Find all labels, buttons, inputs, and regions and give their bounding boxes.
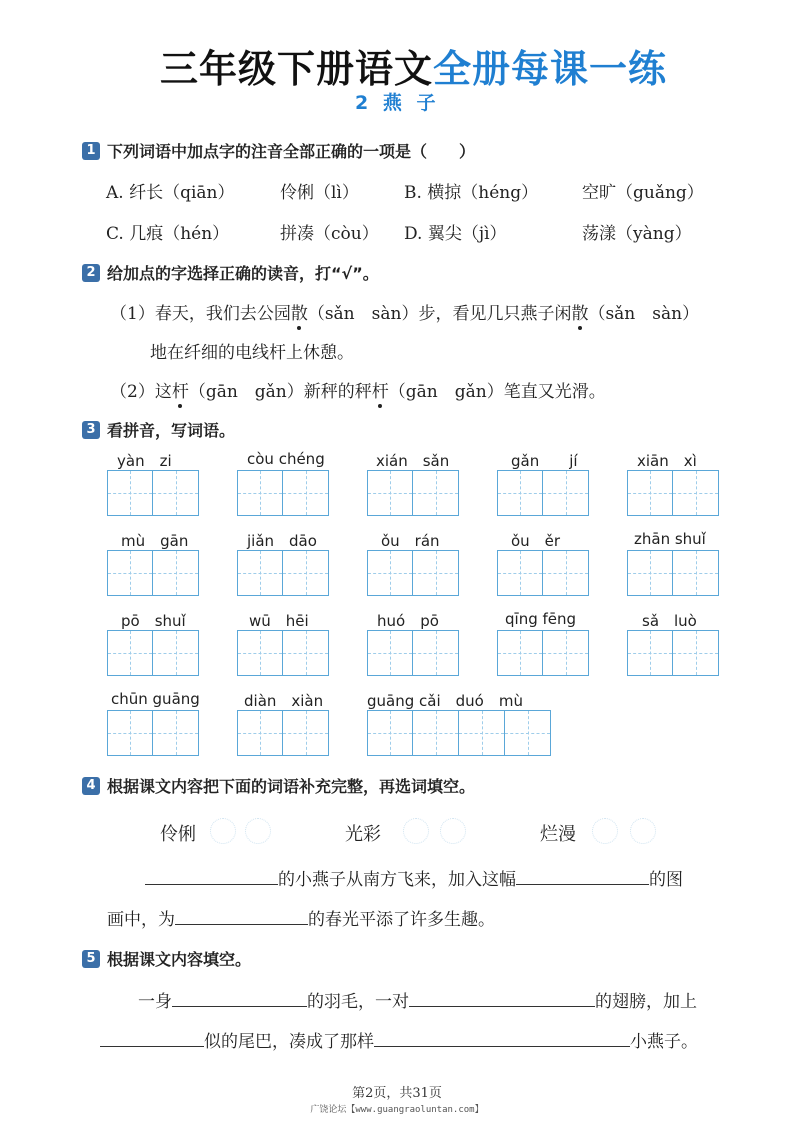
writing-box[interactable]: [673, 470, 719, 516]
pinyin-label: jiǎn dāo: [247, 532, 317, 550]
pinyin-label: còu chéng: [247, 450, 325, 468]
writing-box[interactable]: [413, 470, 459, 516]
option-c-2: 拼凑（còu）: [280, 224, 379, 244]
fill-sentence-2: [107, 905, 495, 930]
writing-box[interactable]: [413, 550, 459, 596]
writing-box[interactable]: [107, 550, 153, 596]
question-4-heading: [82, 774, 475, 797]
sentence-1: [110, 299, 699, 324]
answer-blank[interactable]: [175, 907, 308, 925]
question-2-prompt: 给加点的字选择正确的读音，打“√”。: [107, 264, 379, 283]
question-4-prompt: 根据课文内容把下面的词语补充完整，再选词填空。: [107, 777, 476, 796]
word-2: 光彩: [345, 824, 381, 845]
writing-box[interactable]: [153, 710, 199, 756]
question-2-heading: [82, 261, 379, 284]
writing-box[interactable]: [543, 550, 589, 596]
writing-box[interactable]: [413, 710, 459, 756]
writing-box[interactable]: [283, 630, 329, 676]
writing-box[interactable]: [107, 470, 153, 516]
option-a-2: 伶俐（lì）: [280, 183, 359, 203]
fill-text: 画中，为: [107, 910, 175, 930]
answer-blank[interactable]: [409, 989, 595, 1007]
pinyin-label: huó pō: [377, 612, 439, 630]
title-black-part: 三年级下册语文: [160, 46, 434, 91]
page-title: [160, 38, 667, 93]
sentence-2-part-c: （gān gǎn）笔直又光滑。: [388, 382, 606, 402]
question-5-prompt: 根据课文内容填空。: [107, 950, 252, 969]
dotted-char: 散: [291, 299, 308, 324]
writing-box[interactable]: [283, 710, 329, 756]
pinyin-label: xián sǎn: [376, 452, 450, 470]
writing-box[interactable]: [627, 630, 673, 676]
page-number: 第2页，共31页: [352, 1086, 442, 1101]
sentence-1-part-b: （sǎn sàn）步，看见几只燕子闲: [307, 304, 572, 324]
sentence-1-part-a: （1）春天，我们去公园: [110, 304, 291, 324]
writing-box[interactable]: [367, 710, 413, 756]
option-d-1: D. 翼尖（jì）: [404, 224, 507, 244]
option-c-1: C. 几痕（hén）: [106, 224, 230, 244]
pinyin-label: sǎ luò: [642, 612, 697, 630]
question-number-badge: 3: [82, 421, 100, 439]
sentence-2-part-b: （gān gǎn）新秤的秤: [188, 382, 372, 402]
writing-box[interactable]: [283, 470, 329, 516]
fill-text: 的春光平添了许多生趣。: [308, 910, 495, 930]
blank-circle-icon: [403, 818, 429, 844]
blank-circle-icon: [630, 818, 656, 844]
dotted-char: 杆: [172, 377, 189, 402]
writing-box[interactable]: [237, 630, 283, 676]
writing-box[interactable]: [673, 630, 719, 676]
dotted-char: 散: [571, 299, 588, 324]
writing-box[interactable]: [283, 550, 329, 596]
pinyin-label: diàn xiàn: [244, 692, 324, 710]
answer-blank[interactable]: [374, 1029, 630, 1047]
writing-box[interactable]: [627, 550, 673, 596]
writing-box[interactable]: [459, 710, 505, 756]
sentence-1-part-c: （sǎn sàn）: [588, 304, 700, 324]
fill-text: 的翅膀，加上: [595, 992, 697, 1012]
word-1: 伶俐: [160, 824, 196, 845]
writing-box[interactable]: [107, 710, 153, 756]
fill-text: 一身: [138, 992, 172, 1012]
writing-box[interactable]: [543, 470, 589, 516]
fill-text: 小燕子。: [630, 1032, 698, 1052]
sentence-1-continued: 地在纤细的电线杆上休憩。: [150, 343, 354, 363]
fill-text: 的图: [649, 870, 683, 890]
pinyin-label: gǎn jí: [511, 452, 578, 470]
question-number-badge: 2: [82, 264, 100, 282]
writing-box[interactable]: [673, 550, 719, 596]
writing-box[interactable]: [413, 630, 459, 676]
answer-blank[interactable]: [172, 989, 307, 1007]
writing-box[interactable]: [367, 630, 413, 676]
pinyin-label: qīng fēng: [505, 610, 577, 628]
writing-box[interactable]: [497, 630, 543, 676]
writing-box[interactable]: [237, 550, 283, 596]
fill-sentence-4: [100, 1027, 698, 1052]
fill-sentence-1: [145, 865, 683, 890]
pinyin-label: pō shuǐ: [121, 612, 186, 630]
answer-blank[interactable]: [145, 867, 278, 885]
word-3: 烂漫: [540, 824, 576, 845]
pinyin-label: mù gān: [121, 532, 189, 550]
watermark: 广饶论坛【www.guangraoluntan.com】: [310, 1105, 484, 1115]
option-a-1: A. 纤长（qiān）: [106, 183, 235, 203]
question-number-badge: 1: [82, 142, 100, 160]
writing-box[interactable]: [367, 550, 413, 596]
question-number-badge: 4: [82, 777, 100, 795]
pinyin-label: zhān shuǐ: [634, 530, 706, 548]
pinyin-label: xiān xì: [637, 452, 697, 470]
writing-box[interactable]: [543, 630, 589, 676]
writing-box[interactable]: [153, 550, 199, 596]
sentence-2-part-a: （2）这: [110, 382, 172, 402]
pinyin-label: ǒu ěr: [511, 532, 561, 550]
pinyin-label: ǒu rán: [381, 532, 440, 550]
writing-box[interactable]: [153, 470, 199, 516]
fill-text: 似的尾巴，凑成了那样: [204, 1032, 374, 1052]
question-3-heading: [82, 418, 235, 441]
pinyin-label: chūn guāng: [111, 690, 200, 708]
writing-box[interactable]: [497, 550, 543, 596]
option-d-2: 荡漾（yàng）: [582, 224, 692, 244]
pinyin-label: wū hēi: [249, 612, 309, 630]
writing-box[interactable]: [153, 630, 199, 676]
pinyin-label: yàn zi: [117, 452, 172, 470]
pinyin-label: guāng cǎi duó mù: [367, 692, 523, 710]
fill-sentence-3: [138, 987, 697, 1012]
writing-box[interactable]: [107, 630, 153, 676]
question-5-heading: [82, 947, 251, 970]
writing-box[interactable]: [497, 470, 543, 516]
option-b-2: 空旷（guǎng）: [582, 183, 704, 203]
writing-box[interactable]: [505, 710, 551, 756]
writing-box[interactable]: [237, 470, 283, 516]
sentence-2: [110, 377, 606, 402]
blank-circle-icon: [245, 818, 271, 844]
answer-blank[interactable]: [516, 867, 649, 885]
question-number-badge: 5: [82, 950, 100, 968]
blank-circle-icon: [210, 818, 236, 844]
fill-text: 的羽毛，一对: [307, 992, 409, 1012]
option-b-1: B. 横掠（héng）: [404, 183, 539, 203]
dotted-char: 杆: [372, 377, 389, 402]
fill-text: 的小燕子从南方飞来，加入这幅: [278, 870, 516, 890]
lesson-subtitle: 2 燕 子: [355, 92, 440, 114]
question-3-prompt: 看拼音，写词语。: [107, 421, 236, 440]
question-1-heading: [82, 139, 475, 162]
writing-box[interactable]: [367, 470, 413, 516]
writing-box[interactable]: [627, 470, 673, 516]
blank-circle-icon: [592, 818, 618, 844]
writing-box[interactable]: [237, 710, 283, 756]
title-blue-part: 全册每课一练: [433, 46, 668, 91]
blank-circle-icon: [440, 818, 466, 844]
answer-blank[interactable]: [100, 1029, 204, 1047]
question-1-prompt: 下列词语中加点字的注音全部正确的一项是（ ）: [107, 142, 476, 161]
